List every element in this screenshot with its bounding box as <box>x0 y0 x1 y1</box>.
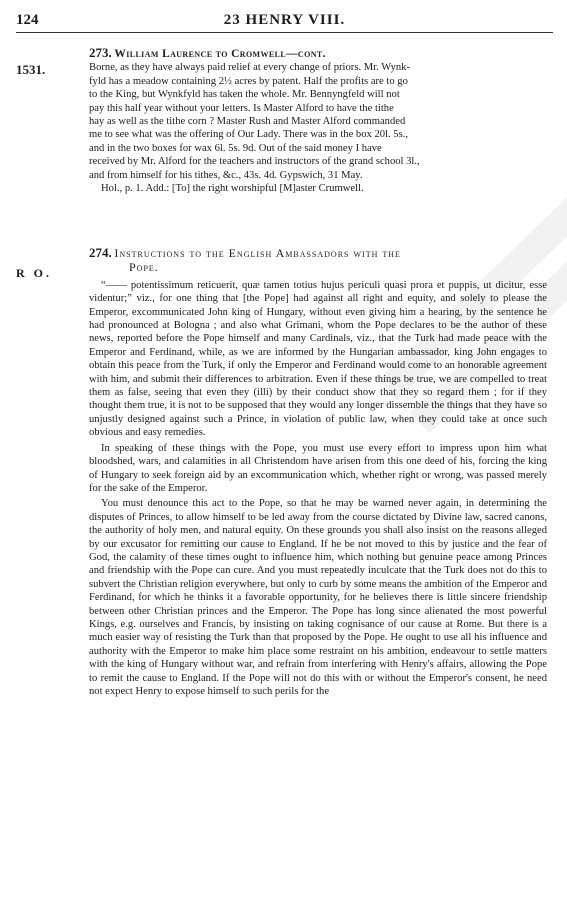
entry-274-title-line1: Instructions to the English Ambassadors with the <box>114 246 401 260</box>
text-line: pay this half year without your letters. Is Master Alford to have the tithe <box>89 102 394 114</box>
paragraph-3: You must denounce this act to the Pope, so that he may be warned never again, in determining the disputes of Princes, to allow himself to be led away from the course dictated by Divine law, sacred canons, the authority of holy men, and natural equity. On these grounds you shall also insist on the reasons alleged by our excusator for remitting our cause to England. If he be not moved to this by justice and the fear of God, the calamity of these times ought to influence him, which nothing but genuine peace among Princes and friendship with the Pope can cure. And you must repeatedly inculcate that the Turk does not do this to subvert the Christian religion everywhere, but only to curb by some means the ambition of the Emperor and Ferdinand, for which he thinks it a favorable opportunity, for he believes there is little sincere friendship between other Christian princes and the Emperor. The Pope has long since alienated the most powerful Kings, e.g. ourselves and Francis, by insisting on taking cognisance of our cause at Rome. But there is a much easier way of resisting the Turk than that proposed by the Pope. He ought to use all his influence and authority with the Emperor to make him place some restraint on his ambition, endeavour to settle matters with the king of Hungary without war, and refrain from interfering with Henry's affairs, allowing the Pope to remit the cause to England. If the Pope will not do this with or without the Emperor's consent, he need not expect Henry to expose himself to such perils for the <box>89 498 547 697</box>
text-line: Borne, as they have always paid relief at every change of priors. Mr. Wynk- <box>89 62 410 74</box>
running-title: 23 HENRY VIII. <box>223 12 346 28</box>
text-line: fyld has a meadow containing 2½ acres by patent. Half the profits are to go <box>89 75 408 87</box>
margin-source: R O. <box>16 266 52 280</box>
entry-274-number: 274. <box>89 245 112 260</box>
entry-273-title: William Laurence to Cromwell—cont. <box>114 48 326 60</box>
text-line: to the King, but Wynkfyld has taken the whole. Mr. Bennyngfeld will not <box>89 89 400 101</box>
entry-273-number: 273. <box>89 45 112 60</box>
entry-273-body <box>89 61 547 195</box>
running-header <box>16 10 553 33</box>
entry-274-title-line2: Pope. <box>129 260 159 275</box>
entry-274 <box>89 246 547 698</box>
text-line: me to see what was the offering of Our Lady. There was in the box 20l. 5s., <box>89 129 409 141</box>
margin-year: 1531. <box>16 62 46 77</box>
entry-273-note: Hol., p. 1. Add.: [To] the right worshipful [M]aster Crumwell. <box>101 183 364 195</box>
text-line: and in the two boxes for wax 6l. 5s. 9d. Out of the said money I have <box>89 142 382 154</box>
text-line: and from himself for his tithes, &c., 43s. 4d. Gypswich, 31 May. <box>89 169 363 181</box>
text-line: hay as well as the tithe corn ? Master Rush and Master Alford commanded <box>89 116 406 128</box>
page-number: 124 <box>16 12 39 28</box>
entry-274-heading <box>89 246 547 261</box>
entry-273-heading <box>89 46 547 61</box>
entry-273 <box>89 45 547 195</box>
text-line: received by Mr. Alford for the teachers and instructors of the grand school 3l., <box>89 156 420 168</box>
paragraph-1: “—— potentissimum reticuerit, quæ tamen totius hujus periculi quasi prora et puppis, ut dicitur, esse videntur;” viz., for one thing that [the Pope] had against all right and equity, and solely to please the Emperor, excommunicated John king of Hungary, without even giving him a hearing, by the sentence he had pronounced at Bologna ; and also what Grimani, whom the Pope declares to be the author of these news, reported before the Pope himself and many Cardinals, viz., that the Turk had made peace with the Emperor and Ferdinand, while, as we are informed by the Hungarian ambassador, king John engages to obtain this peace from the Turk, if only the Emperor and Ferdinand would come to an honorable agreement with him, and submit their differences to arbitration. Even if these things be true, we are compelled to treat them as false, seeing that even they (illi) by their conduct show that they so regard them ; for if they thought them true, it is not to be supposed that they would any longer dissemble the things that they have so unjustly designed against such a Prince, in violation of public law, when they could take at once such obvious and easy remedies. <box>89 279 547 439</box>
paragraph-2: In speaking of these things with the Pope, you must use every effort to impress upon him what bloodshed, wars, and calamities in all Christendom have arisen from this one deed of his, forcing the king of Hungary to seek foreign aid by an excommunication which, whether right or wrong, was passed merely for the sake of the Emperor. <box>89 442 547 494</box>
